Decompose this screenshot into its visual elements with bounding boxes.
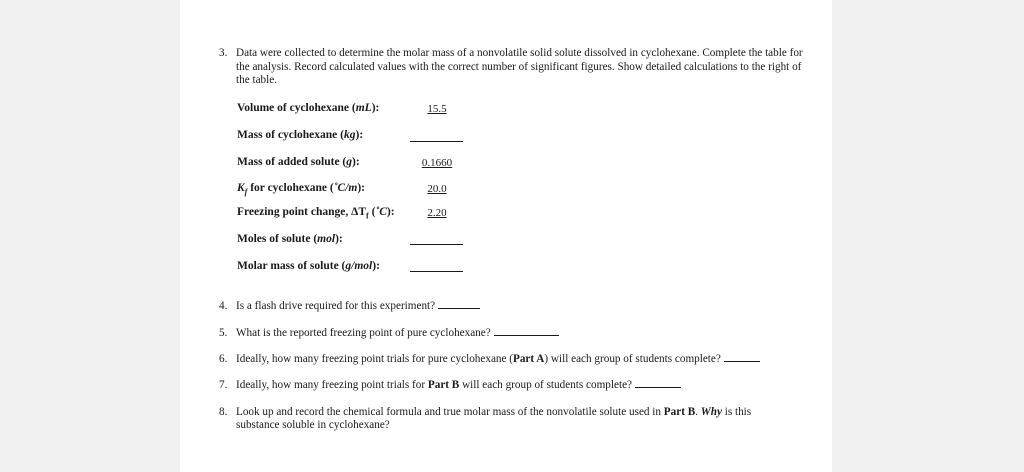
row-label: Moles of solute (	[237, 233, 318, 245]
question-text: What is the reported freezing point of pure cyclohexane?	[236, 327, 491, 339]
row-subscript: f	[244, 187, 248, 197]
row-label: Freezing point change, ΔT	[237, 206, 367, 218]
row-label-end: ):	[352, 156, 360, 168]
row-label: K	[237, 182, 245, 194]
row-label-end: ):	[386, 206, 395, 218]
row-subscript: f	[366, 211, 369, 221]
worksheet-page	[180, 0, 832, 472]
molar-mass-blank[interactable]	[410, 271, 463, 272]
row-label-mid: (	[368, 206, 376, 218]
row-label-end: ):	[335, 233, 343, 245]
part-label: Part B	[427, 379, 460, 391]
row-label-end: ):	[357, 182, 365, 194]
question-text: Ideally, how many freezing point trials for	[236, 379, 428, 391]
row-label: Mass of added solute (	[237, 156, 347, 168]
table-row-mass-cyclohexane	[237, 129, 363, 141]
question-number: 4.	[219, 300, 228, 312]
row-label: Molar mass of solute (	[237, 260, 346, 272]
question-text-end: will each group of students complete?	[459, 379, 633, 391]
row-unit: g/mol	[345, 260, 373, 272]
row-unit: ˚C/m	[333, 182, 358, 194]
table-row-volume	[237, 102, 379, 114]
row-unit: mol	[317, 233, 336, 245]
table-row-mass-solute	[237, 156, 360, 168]
freezing-change-value: 2.20	[427, 207, 447, 219]
table-row-kf	[237, 182, 365, 196]
question-number: 3.	[219, 47, 228, 59]
question-text: Look up and record the chemical formula and true molar mass of the nonvolatile solute used in	[236, 406, 664, 418]
question-text-end: is this	[721, 406, 752, 418]
table-row-moles	[237, 233, 343, 245]
row-label-mid: for cyclohexane (	[247, 182, 334, 194]
part-label: Part B	[663, 406, 696, 418]
question-number: 6.	[219, 353, 228, 365]
part-label: Part A	[513, 353, 545, 365]
volume-value: 15.5	[427, 103, 447, 115]
row-label-end: ):	[372, 260, 380, 272]
row-label-end: ):	[371, 102, 380, 114]
question-number: 5.	[219, 327, 228, 339]
question-text: Ideally, how many freezing point trials for pure cyclohexane (	[236, 353, 513, 365]
mass-solute-value: 0.1660	[421, 157, 453, 169]
row-unit: kg	[344, 129, 356, 141]
emphasis-word: Why	[700, 406, 722, 418]
moles-blank[interactable]	[410, 244, 463, 245]
question-text: Data were collected to determine the molar mass of a nonvolatile solid solute dissolved in cyclohexane. Complete the table for the analysis. Record calculated values with the correct number of significant figures. Show detailed calculations to the right of the table.	[236, 47, 803, 87]
row-unit: g	[346, 156, 353, 168]
answer-blank[interactable]	[438, 308, 480, 309]
question-3	[219, 47, 809, 88]
table-row-freezing-change	[237, 206, 395, 220]
answer-blank[interactable]	[724, 361, 760, 362]
question-text-end: ) will each group of students complete?	[544, 353, 721, 365]
row-label: Mass of cyclohexane (	[237, 129, 344, 141]
mass-cyclohexane-blank[interactable]	[410, 141, 463, 142]
question-text: Is a flash drive required for this experiment?	[236, 300, 436, 312]
row-unit: mL	[355, 102, 372, 114]
answer-blank[interactable]	[635, 387, 681, 388]
row-label-end: ):	[355, 129, 364, 141]
answer-blank[interactable]	[494, 335, 559, 336]
row-unit: ˚C	[375, 206, 387, 218]
question-number: 8.	[219, 406, 228, 418]
question-number: 7.	[219, 379, 228, 391]
question-text-mid: .	[695, 406, 701, 418]
kf-value: 20.0	[427, 183, 447, 195]
question-text-line2: substance soluble in cyclohexane?	[236, 419, 390, 431]
table-row-molar-mass	[237, 260, 380, 272]
row-label: Volume of cyclohexane (	[237, 102, 356, 114]
